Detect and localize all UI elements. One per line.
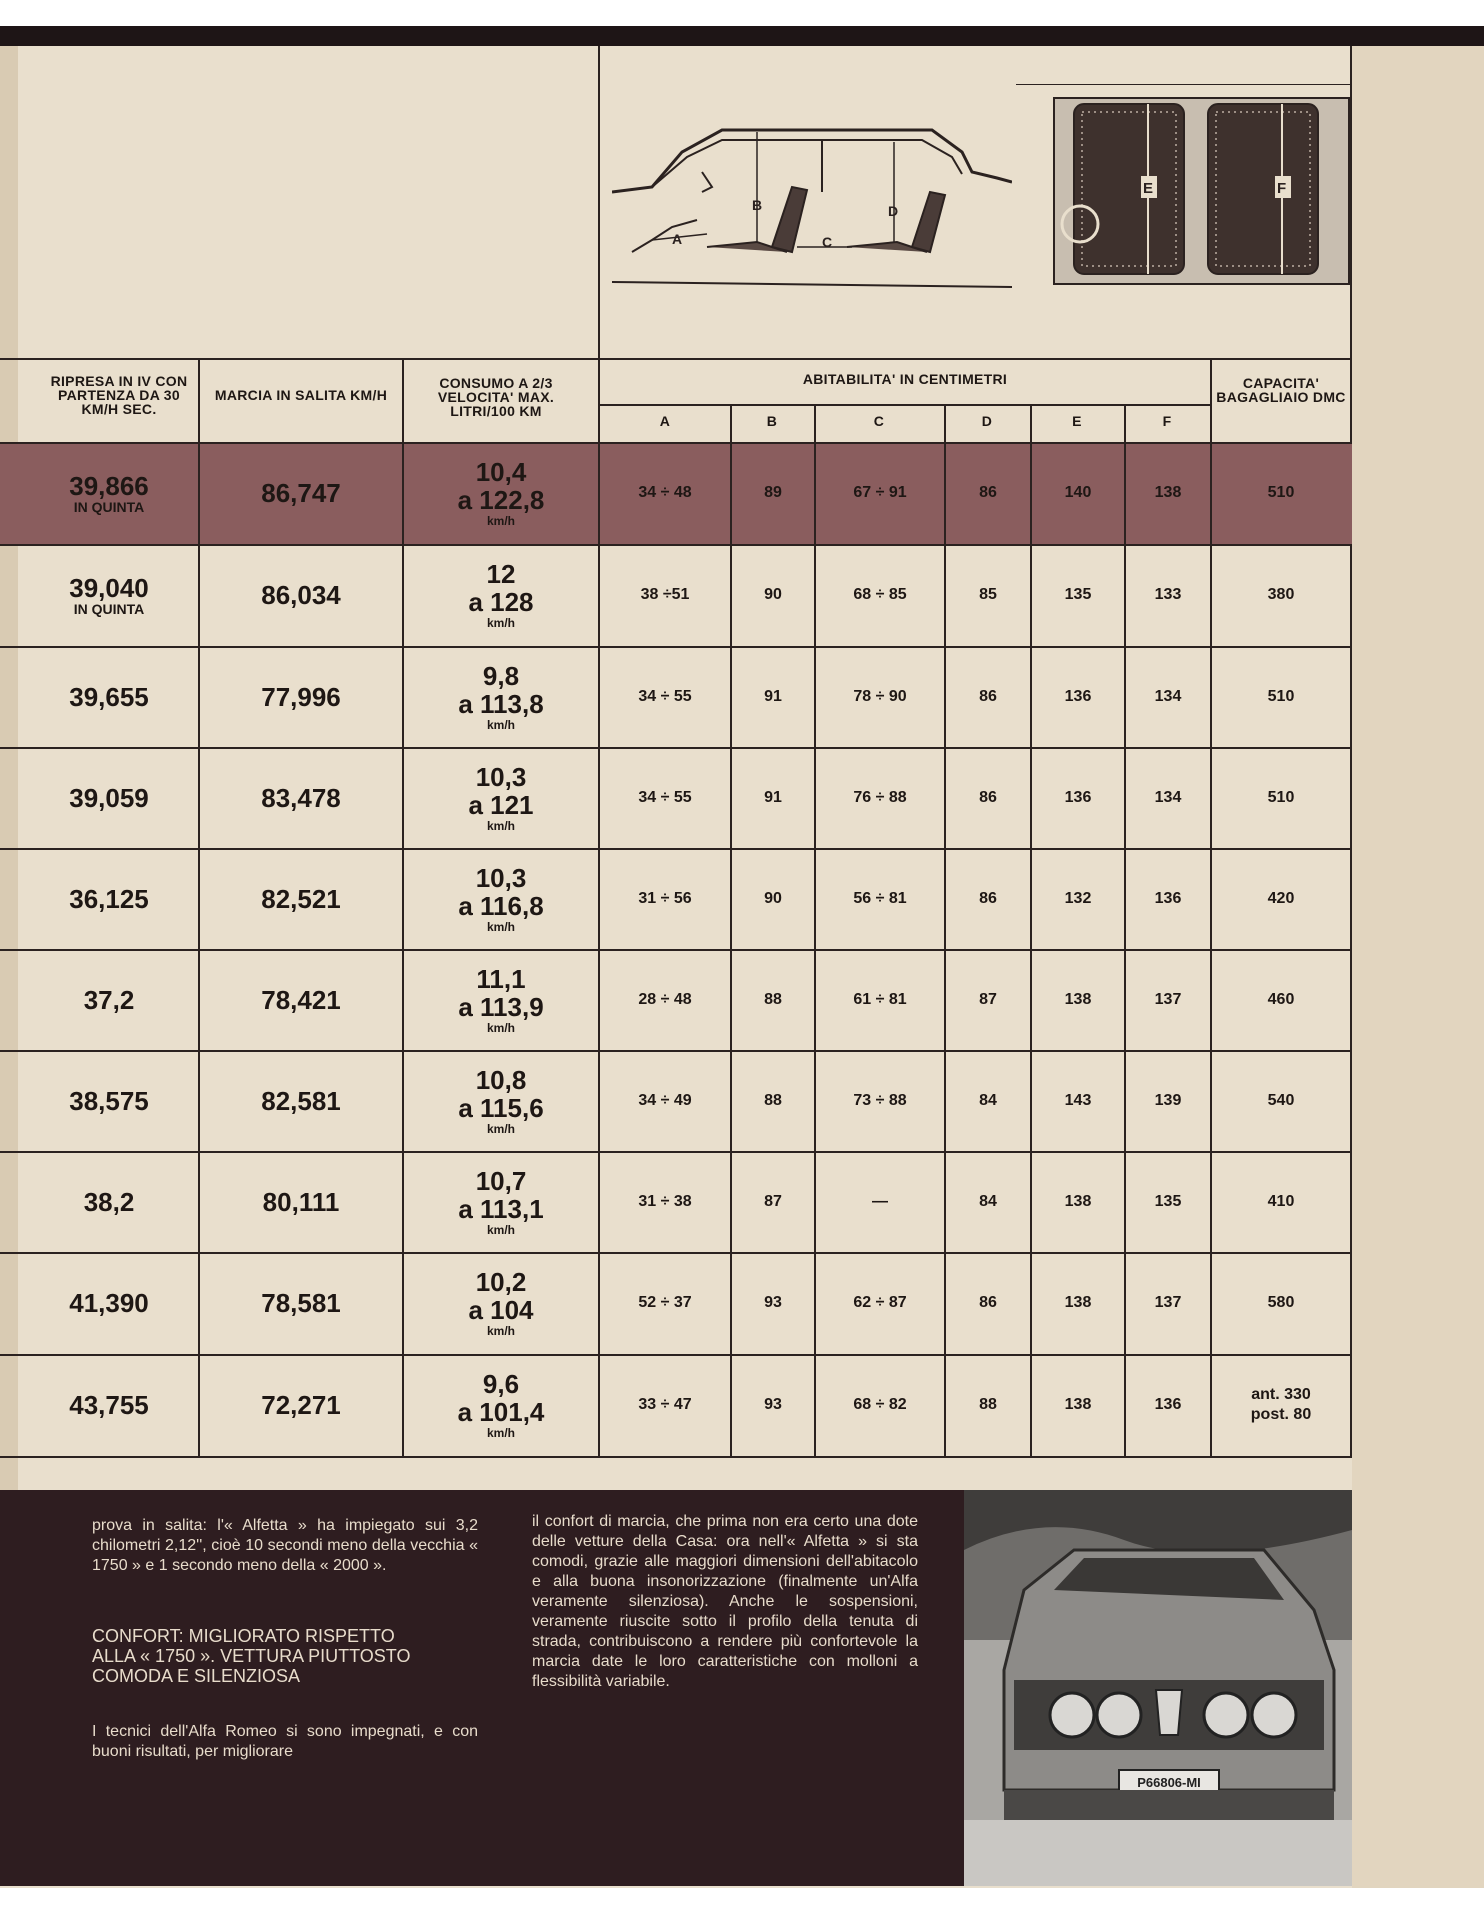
cell-consumo [404, 1354, 598, 1456]
value-f: 138 [1154, 484, 1182, 501]
header-col-e: E [1072, 413, 1082, 429]
cell-f [1126, 442, 1210, 544]
cell-ripresa [20, 747, 198, 848]
value-e: 140 [1064, 484, 1092, 501]
value-c: 76 ÷ 88 [853, 788, 907, 806]
article-paragraph-2: I tecnici dell'Alfa Romeo si sono impegnati, e con buoni risultati, per migliorare [92, 1723, 478, 1760]
consumo-speed: a 128 [468, 587, 534, 617]
capacita-value-2: post. 80 [1250, 1406, 1312, 1423]
cell-b [732, 1354, 814, 1456]
cell-c [816, 1252, 944, 1354]
cell-marcia [200, 747, 402, 848]
consumo-unit: km/h [486, 1020, 515, 1035]
value-f: 134 [1154, 788, 1182, 806]
value-f: 135 [1154, 1192, 1182, 1210]
cell-c [816, 442, 944, 544]
cell-capacita [1212, 1354, 1350, 1456]
cell-marcia [200, 442, 402, 544]
value-b: 88 [764, 1091, 782, 1109]
value-c: 68 ÷ 85 [853, 586, 907, 603]
value-d: 86 [979, 788, 997, 806]
cell-a [600, 747, 730, 848]
consumo-unit: km/h [486, 818, 515, 833]
cell-f [1126, 848, 1210, 949]
consumo-speed: a 113,8 [458, 688, 544, 719]
value-c: 61 ÷ 81 [853, 990, 907, 1008]
header-abitabilita: ABITABILITA' IN CENTIMETRI [802, 371, 1008, 387]
marcia-value: 78,581 [261, 1288, 341, 1318]
value-c: 78 ÷ 90 [853, 687, 907, 705]
divider [598, 46, 600, 360]
cell-marcia [200, 1252, 402, 1354]
value-f: 133 [1154, 586, 1182, 603]
capacita-value: 510 [1267, 687, 1295, 705]
value-d: 86 [979, 484, 997, 501]
value-a: 33 ÷ 47 [638, 1396, 692, 1413]
consumo-unit: km/h [486, 514, 515, 528]
cell-a [600, 442, 730, 544]
cell-b [732, 1151, 814, 1252]
cell-b [732, 1252, 814, 1354]
cell-consumo [404, 1050, 598, 1151]
marcia-value: 86,034 [261, 580, 341, 610]
value-b: 93 [764, 1396, 782, 1413]
capacita-value: 540 [1267, 1091, 1295, 1109]
cell-c [816, 544, 944, 646]
value-e: 136 [1064, 788, 1092, 806]
cell-e [1032, 1354, 1124, 1456]
cell-b [732, 442, 814, 544]
value-f: 136 [1154, 1396, 1182, 1413]
value-e: 138 [1064, 1294, 1092, 1311]
value-a: 34 ÷ 55 [638, 788, 692, 806]
cell-ripresa [20, 1050, 198, 1151]
cell-a [600, 544, 730, 646]
marcia-value: 80,111 [262, 1186, 340, 1217]
value-b: 88 [764, 990, 782, 1008]
value-e: 143 [1064, 1091, 1092, 1109]
consumo-value: 10,4 [475, 457, 527, 487]
header-col-f: F [1162, 413, 1172, 429]
license-plate: P66806-MI [1137, 1775, 1201, 1790]
cell-a [600, 848, 730, 949]
cell-c [816, 949, 944, 1050]
consumo-speed: a 113,9 [458, 991, 544, 1022]
diagram-label-a: A [672, 231, 683, 247]
cell-d [946, 848, 1030, 949]
article-paragraph-1: prova in salita: l'« Alfetta » ha impiegato sui 3,2 chilometri 2,12'', cioè 10 secondi meno della vecchia « 1750 » e 1 secondo meno della « 2000 ». [92, 1517, 478, 1574]
cell-b [732, 1050, 814, 1151]
marcia-value: 82,581 [261, 1085, 341, 1116]
divider [0, 358, 1352, 360]
value-d: 84 [979, 1192, 997, 1210]
value-f: 139 [1154, 1091, 1182, 1109]
value-a: 38 ÷51 [640, 586, 690, 603]
capacita-value: 410 [1267, 1192, 1295, 1210]
top-border [0, 26, 1484, 46]
cell-marcia [200, 1354, 402, 1456]
capacita-value: 580 [1267, 1294, 1295, 1311]
value-d: 86 [979, 889, 997, 907]
value-c: 62 ÷ 87 [853, 1294, 907, 1311]
cell-e [1032, 848, 1124, 949]
cell-d [946, 442, 1030, 544]
cell-e [1032, 544, 1124, 646]
cell-consumo [404, 949, 598, 1050]
header-ripresa: RIPRESA IN IV CON PARTENZA DA 30 KM/H SEC. [50, 373, 188, 417]
marcia-value: 82,521 [261, 883, 341, 914]
cell-ripresa [20, 848, 198, 949]
consumo-value: 10,2 [475, 1267, 527, 1297]
header-capacita: CAPACITA' BAGAGLIAIO DMC [1216, 375, 1346, 405]
header-consumo: CONSUMO A 2/3 VELOCITA' MAX. LITRI/100 KM [437, 375, 555, 419]
consumo-value: 10,3 [475, 862, 527, 893]
cell-a [600, 1354, 730, 1456]
value-f: 137 [1154, 1294, 1182, 1311]
consumo-speed: a 122,8 [457, 485, 545, 515]
ripresa-value: 38,2 [83, 1186, 135, 1217]
cell-f [1126, 1354, 1210, 1456]
header-col-c: C [873, 413, 885, 429]
cell-capacita [1212, 848, 1350, 949]
consumo-unit: km/h [486, 1426, 515, 1440]
value-b: 90 [764, 889, 782, 907]
value-d: 85 [979, 586, 997, 603]
ripresa-note: IN QUINTA [73, 601, 145, 617]
capacita-value: ant. 330 [1251, 1386, 1311, 1403]
marcia-value: 83,478 [261, 782, 341, 813]
cell-e [1032, 1252, 1124, 1354]
value-e: 135 [1064, 586, 1092, 603]
cell-b [732, 848, 814, 949]
article-panel [0, 1490, 964, 1886]
consumo-value: 12 [486, 559, 516, 589]
cell-a [600, 1151, 730, 1252]
marcia-value: 72,271 [261, 1390, 341, 1420]
ripresa-value: 37,2 [83, 984, 135, 1015]
value-a: 34 ÷ 48 [638, 484, 692, 501]
cell-e [1032, 1151, 1124, 1252]
header-col-b: B [766, 413, 778, 429]
cell-e [1032, 949, 1124, 1050]
cell-c [816, 848, 944, 949]
cell-ripresa [20, 544, 198, 646]
cell-f [1126, 747, 1210, 848]
cell-marcia [200, 848, 402, 949]
consumo-value: 10,8 [475, 1064, 527, 1095]
cell-e [1032, 442, 1124, 544]
cell-c [816, 1354, 944, 1456]
cell-capacita [1212, 1252, 1350, 1354]
ripresa-value: 41,390 [69, 1288, 149, 1318]
cell-d [946, 1252, 1030, 1354]
header-col-d: D [981, 413, 993, 429]
marcia-value: 77,996 [261, 681, 341, 712]
cell-consumo [404, 1252, 598, 1354]
car-photo [964, 1490, 1352, 1886]
cell-consumo [404, 442, 598, 544]
value-e: 132 [1064, 889, 1092, 907]
divider [0, 1456, 1352, 1458]
left-page-edge [0, 46, 18, 1496]
header-marcia: MARCIA IN SALITA KM/H [214, 387, 388, 403]
cell-marcia [200, 544, 402, 646]
cell-capacita [1212, 646, 1350, 747]
cell-d [946, 544, 1030, 646]
capacita-value: 380 [1267, 586, 1295, 603]
diagram-label-e: E [1143, 180, 1154, 197]
ripresa-value: 36,125 [69, 883, 149, 914]
cell-f [1126, 949, 1210, 1050]
value-a: 34 ÷ 55 [638, 687, 692, 705]
value-b: 90 [764, 586, 782, 603]
cell-consumo [404, 1151, 598, 1252]
value-d: 86 [979, 687, 997, 705]
value-a: 28 ÷ 48 [638, 990, 692, 1008]
consumo-unit: km/h [486, 919, 515, 934]
cell-a [600, 1252, 730, 1354]
cell-c [816, 646, 944, 747]
cell-marcia [200, 949, 402, 1050]
capacita-value: 420 [1267, 889, 1295, 907]
value-a: 52 ÷ 37 [638, 1294, 692, 1311]
value-e: 138 [1064, 1396, 1092, 1413]
cell-b [732, 544, 814, 646]
cell-e [1032, 747, 1124, 848]
consumo-value: 9,6 [482, 1369, 520, 1399]
cell-ripresa [20, 1354, 198, 1456]
cell-c [816, 1050, 944, 1151]
value-b: 87 [764, 1192, 782, 1210]
value-d: 88 [979, 1396, 997, 1413]
consumo-value: 10,7 [475, 1165, 527, 1196]
diagram-label-c: C [822, 234, 833, 250]
value-a: 31 ÷ 38 [638, 1192, 692, 1210]
ripresa-value: 39,866 [69, 471, 149, 501]
article-heading: CONFORT: MIGLIORATO RISPETTO ALLA « 1750 ». VETTURA PIUTTOSTO COMODA E SILENZIOSA [92, 1626, 411, 1686]
diagram-label-d: D [888, 203, 899, 219]
consumo-speed: a 115,6 [458, 1092, 544, 1123]
value-f: 134 [1154, 687, 1182, 705]
consumo-unit: km/h [486, 1121, 515, 1136]
value-b: 93 [764, 1294, 782, 1311]
cell-ripresa [20, 1252, 198, 1354]
ripresa-value: 39,040 [69, 573, 149, 603]
cell-ripresa [20, 442, 198, 544]
value-a: 34 ÷ 49 [638, 1091, 692, 1109]
cell-marcia [200, 646, 402, 747]
consumo-speed: a 113,1 [458, 1193, 544, 1224]
cell-c [816, 1151, 944, 1252]
cell-d [946, 1050, 1030, 1151]
ripresa-value: 39,059 [69, 782, 149, 813]
value-d: 84 [979, 1091, 997, 1109]
value-e: 138 [1064, 990, 1092, 1008]
right-page-edge [1352, 46, 1484, 1888]
header-col-a: A [659, 413, 671, 429]
consumo-speed: a 121 [468, 789, 534, 820]
value-a: 31 ÷ 56 [638, 889, 692, 907]
consumo-unit: km/h [486, 1324, 515, 1338]
capacita-value: 510 [1267, 788, 1295, 806]
value-c: 73 ÷ 88 [853, 1091, 907, 1109]
consumo-value: 11,1 [476, 963, 526, 994]
cell-capacita [1212, 949, 1350, 1050]
value-c: 68 ÷ 82 [853, 1396, 907, 1413]
cell-ripresa [20, 1151, 198, 1252]
diagram-label-b: B [752, 197, 763, 213]
value-e: 138 [1064, 1192, 1092, 1210]
cell-b [732, 747, 814, 848]
cell-f [1126, 1252, 1210, 1354]
cell-consumo [404, 848, 598, 949]
car-photo-illustration [964, 1490, 1352, 1886]
cell-consumo [404, 747, 598, 848]
value-b: 91 [764, 687, 782, 705]
cell-d [946, 747, 1030, 848]
cell-b [732, 646, 814, 747]
cell-f [1126, 1151, 1210, 1252]
cell-ripresa [20, 646, 198, 747]
value-b: 91 [764, 788, 782, 806]
trunk-diagram [1016, 84, 1352, 294]
cell-a [600, 646, 730, 747]
ripresa-value: 38,575 [69, 1085, 149, 1116]
consumo-unit: km/h [486, 616, 515, 630]
value-f: 137 [1154, 990, 1182, 1008]
consumo-speed: a 101,4 [457, 1397, 545, 1427]
marcia-value: 78,421 [261, 984, 341, 1015]
diagram-label-f: F [1277, 180, 1287, 197]
consumo-value: 9,8 [482, 660, 520, 691]
cell-e [1032, 1050, 1124, 1151]
value-d: 86 [979, 1294, 997, 1311]
value-d: 87 [979, 990, 997, 1008]
value-b: 89 [764, 484, 782, 501]
article-paragraph-3: il confort di marcia, che prima non era certo una dote delle vetture della Casa: ora nell'« Alfetta » si sta comodi, grazie alle maggiori dimensioni dell'abitacolo e alla buona insonorizzazione (finalmente un'Alfa veramente silenziosa). Anche le sospensioni, veramente riuscite sotto il profilo della tenuta di strada, contribuiscono a rendere più confortevole la marcia date le loro caratteristiche con molloni a flessibilità variabile. [532, 1513, 918, 1690]
consumo-speed: a 104 [468, 1295, 534, 1325]
cell-marcia [200, 1050, 402, 1151]
cell-consumo [404, 646, 598, 747]
cell-ripresa [20, 949, 198, 1050]
cell-d [946, 1151, 1030, 1252]
consumo-unit: km/h [486, 717, 515, 732]
cell-b [732, 949, 814, 1050]
cell-d [946, 646, 1030, 747]
consumo-unit: km/h [486, 1222, 515, 1237]
cell-f [1126, 646, 1210, 747]
value-f: 136 [1154, 889, 1182, 907]
cell-c [816, 747, 944, 848]
cell-e [1032, 646, 1124, 747]
consumo-speed: a 116,8 [458, 890, 544, 921]
cell-marcia [200, 1151, 402, 1252]
value-c: — [872, 1192, 888, 1210]
cell-a [600, 1050, 730, 1151]
cell-capacita [1212, 1050, 1350, 1151]
capacita-value: 510 [1267, 484, 1295, 501]
cell-f [1126, 544, 1210, 646]
cell-capacita [1212, 544, 1350, 646]
value-c: 67 ÷ 91 [853, 484, 907, 501]
ripresa-value: 43,755 [69, 1390, 149, 1420]
cell-d [946, 949, 1030, 1050]
divider [600, 404, 1212, 406]
ripresa-value: 39,655 [69, 681, 149, 712]
consumo-value: 10,3 [475, 761, 527, 792]
cell-f [1126, 1050, 1210, 1151]
capacita-value: 460 [1267, 990, 1295, 1008]
cell-d [946, 1354, 1030, 1456]
ripresa-note: IN QUINTA [73, 499, 145, 515]
value-c: 56 ÷ 81 [853, 889, 907, 907]
cell-capacita [1212, 747, 1350, 848]
cell-capacita [1212, 1151, 1350, 1252]
value-e: 136 [1064, 687, 1092, 705]
marcia-value: 86,747 [261, 478, 341, 508]
cell-consumo [404, 544, 598, 646]
car-interior-diagram [612, 112, 1012, 302]
cell-capacita [1212, 442, 1350, 544]
cell-a [600, 949, 730, 1050]
